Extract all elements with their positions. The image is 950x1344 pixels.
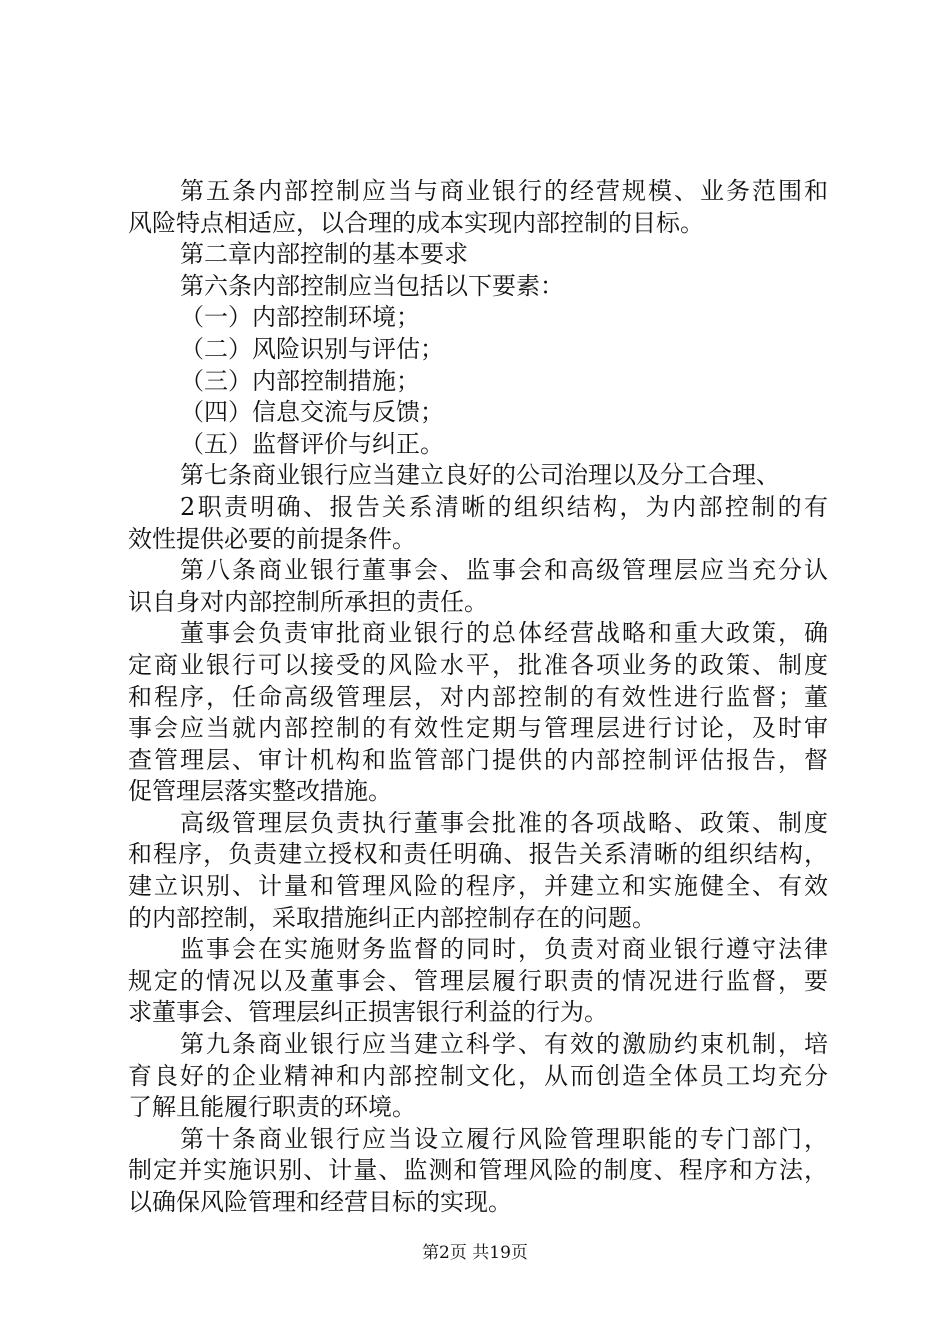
text-line: 2职责明确、报告关系清晰的组织结构，为内部控制的有 — [180, 492, 828, 521]
text-line: 定商业银行可以接受的风险水平，批准各项业务的政策、制度 — [128, 650, 828, 679]
text-line: 董事会负责审批商业银行的总体经营战略和重大政策，确 — [180, 619, 828, 648]
text-line: 育良好的企业精神和内部控制文化，从而创造全体员工均充分 — [128, 1061, 828, 1090]
page-number-label: 第2页 共19页 — [422, 1243, 528, 1263]
text-line: 查管理层、审计机构和监管部门提供的内部控制评估报告，督 — [128, 745, 828, 774]
text-line: 效性提供必要的前提条件。 — [128, 524, 416, 553]
text-line: 高级管理层负责执行董事会批准的各项战略、政策、制度 — [180, 808, 828, 837]
text-line: 第五条内部控制应当与商业银行的经营规模、业务范围和 — [180, 177, 828, 205]
page-footer — [0, 1243, 950, 1263]
text-line: 第九条商业银行应当建立科学、有效的激励约束机制，培 — [180, 1030, 828, 1059]
text-line: 求董事会、管理层纠正损害银行利益的行为。 — [128, 998, 608, 1027]
text-line: （二）风险识别与评估； — [180, 334, 444, 363]
text-line: 第二章内部控制的基本要求 — [180, 240, 468, 269]
text-line: 第七条商业银行应当建立良好的公司治理以及分工合理、 — [180, 461, 780, 490]
text-line: （四）信息交流与反馈； — [180, 398, 444, 427]
text-line: 制定并实施识别、计量、监测和管理风险的制度、程序和方法， — [128, 1156, 828, 1185]
text-line: 的内部控制，采取措施纠正内部控制存在的问题。 — [128, 903, 656, 932]
text-line: 了解且能履行职责的环境。 — [128, 1093, 416, 1122]
text-line: 监事会在实施财务监督的同时，负责对商业银行遵守法律 — [180, 935, 828, 964]
text-line: 风险特点相适应，以合理的成本实现内部控制的目标。 — [128, 208, 704, 237]
text-line: 和程序，负责建立授权和责任明确、报告关系清晰的组织结构， — [128, 840, 828, 869]
text-line: （五）监督评价与纠正。 — [180, 429, 444, 458]
text-line: 建立识别、计量和管理风险的程序，并建立和实施健全、有效 — [128, 872, 828, 901]
text-line: （一）内部控制环境； — [180, 303, 420, 332]
text-line: 第十条商业银行应当设立履行风险管理职能的专门部门， — [180, 1124, 828, 1153]
text-line: 以确保风险管理和经营目标的实现。 — [128, 1188, 512, 1216]
text-line: 第八条商业银行董事会、监事会和高级管理层应当充分认 — [180, 556, 828, 585]
document-body — [128, 176, 828, 1219]
text-line: 第六条内部控制应当包括以下要素： — [180, 271, 564, 300]
text-line: 事会应当就内部控制的有效性定期与管理层进行讨论，及时审 — [128, 714, 828, 743]
text-line: 识自身对内部控制所承担的责任。 — [128, 587, 488, 616]
text-line: 和程序，任命高级管理层，对内部控制的有效性进行监督；董 — [128, 682, 828, 711]
text-line: （三）内部控制措施； — [180, 366, 420, 395]
text-line: 促管理层落实整改措施。 — [128, 777, 392, 806]
text-line: 规定的情况以及董事会、管理层履行职责的情况进行监督，要 — [128, 966, 828, 995]
